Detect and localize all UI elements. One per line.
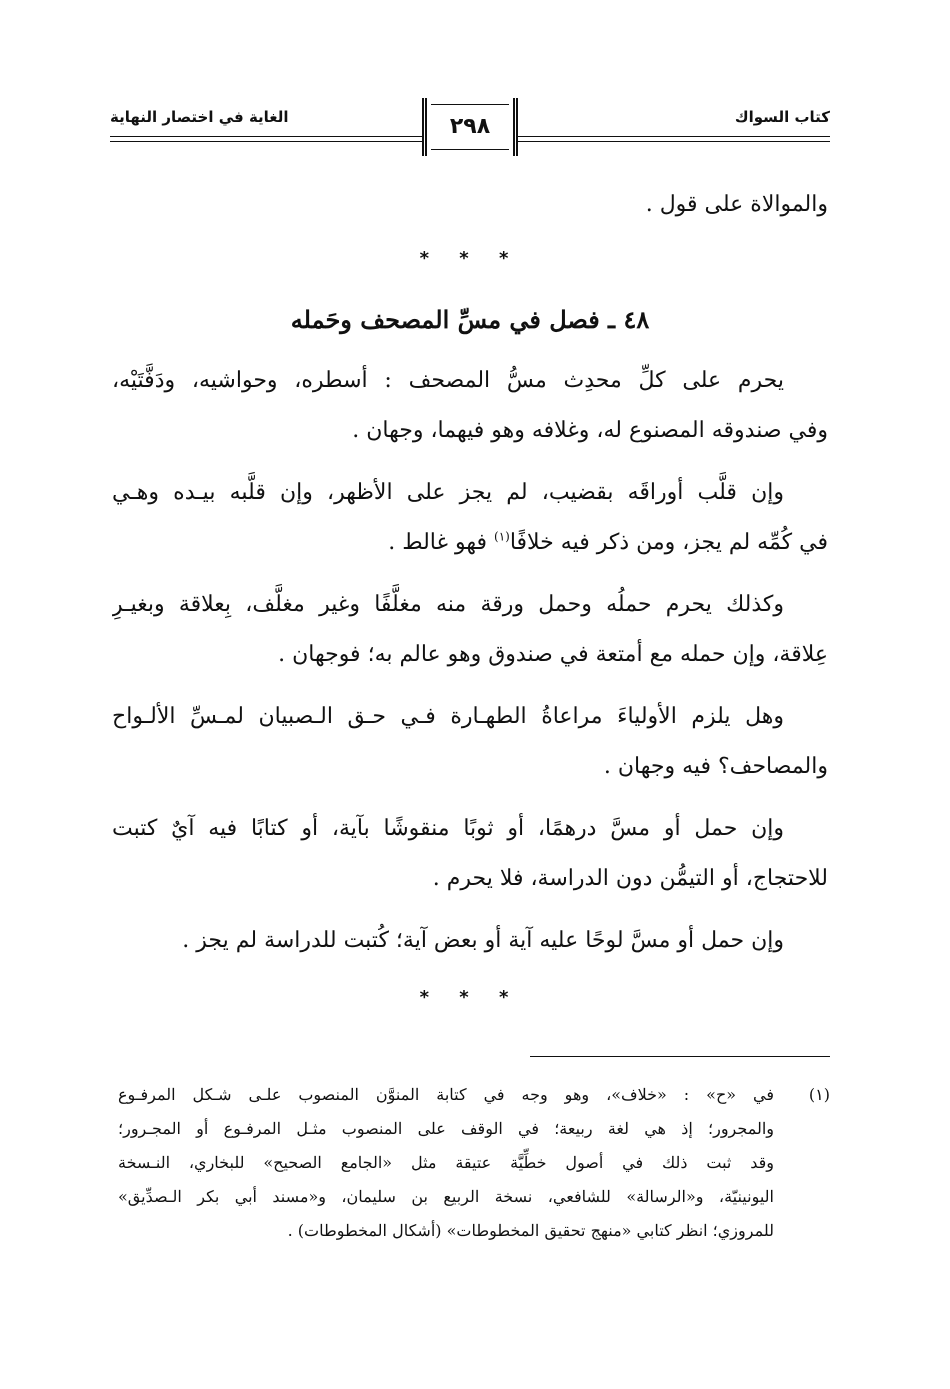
paragraph — [112, 916, 828, 966]
paragraph-line: والمصاحف؟ فيه وجهان . — [603, 754, 828, 779]
section-separator-bottom: * * * — [419, 987, 521, 1008]
paragraph-line: عِلاقة، وإن حمله مع أمتعة في صندوق وهو عالم به؛ فوجهان . — [278, 642, 828, 667]
footnote-line: اليونينيّة، و«الرسالة» للشافعي، نسخة الربيع بن سليمان، و«مسند أبي بكر الـصدِّيق» — [118, 1187, 774, 1206]
paragraph-line: وإن قلَّب أوراقَه بقضيب، لم يجز على الأظهر، وإن قلَّبه بيـده وهـي — [112, 480, 784, 505]
paragraph-line: وإن حمل أو مسَّ لوحًا عليه آية أو بعض آية؛ كُتبت للدراسة لم يجز . — [182, 928, 784, 953]
running-header — [110, 98, 830, 158]
section-heading: ٤٨ ـ فصل في مسِّ المصحف وحَمله — [290, 305, 650, 334]
paragraph-line-tail: فهو غالط . — [388, 530, 494, 555]
paragraph — [112, 692, 828, 792]
paragraph-line: للاحتجاج، أو التيمُّن دون الدراسة، فلا يحرم . — [432, 866, 828, 891]
footnote-line: والمجرور؛ إذ هي لغة ربيعة؛ في الوقف على المنصوب مثـل المرفـوع أو المجـرور؛ — [118, 1119, 774, 1138]
paragraph — [112, 356, 828, 456]
book-title: الغاية في اختصار النهاية — [110, 108, 289, 126]
paragraph — [112, 580, 828, 680]
opening-line: والموالاة على قول . — [645, 192, 828, 217]
footnotes — [118, 1078, 830, 1248]
paragraph — [112, 468, 828, 568]
page-number: ٢٩٨ — [449, 114, 491, 139]
footnote-body — [118, 1078, 774, 1248]
footnote-reference[interactable]: (١) — [494, 529, 510, 544]
paragraph-line: وكذلك يحرم حملُه وحمل ورقة منه مغلَّفًا وغير مغلَّف، بِعلاقة وبغيـرِ — [112, 592, 784, 617]
paragraph-line: وإن حمل أو مسَّ درهمًا، أو ثوبًا منقوشًا بآية، أو كتابًا فيه آيٌ كتبت — [112, 816, 784, 841]
footnote-line: في «ح» : «خلاف»، وهو وجه في كتابة المنوَّن المنصوب علـى شـكل المرفـوع — [118, 1085, 774, 1104]
paragraph-line: وهل يلزم الأولياءَ مراعاةُ الطهـارة فـي حـق الـصبيان لمـسِّ الألـواح — [112, 704, 784, 729]
paragraph-line: وفي صندوقه المصنوع له، وغلافه وهو فيهما، وجهان . — [352, 418, 828, 443]
page-number-frame — [422, 98, 518, 156]
paragraph — [112, 804, 828, 904]
paragraph-line-text: في كُمِّه لم يجز، ومن ذكر فيه خلافًا — [509, 530, 828, 555]
paragraph-line: يحرم على كلِّ محدِث مسُّ المصحف : أسطره، وحواشيه، ودَفَّتَيْه، — [112, 368, 784, 393]
main-text — [112, 180, 828, 1018]
paragraph-line-with-footnote — [112, 518, 828, 568]
footnote-marker: (١) — [808, 1085, 830, 1104]
chapter-title: كتاب السواك — [734, 108, 830, 126]
footnote-divider — [530, 1056, 830, 1057]
section-separator: * * * — [419, 248, 521, 269]
footnote-line: وقد ثبت ذلك في أصول خطِّيَّة عتيقة مثل «الجامع الصحيح» للبخاري، النـسخة — [118, 1153, 774, 1172]
footnote-line: للمروزي؛ انظر كتابي «منهج تحقيق المخطوطات» (أشكال المخطوطات) . — [287, 1221, 774, 1240]
